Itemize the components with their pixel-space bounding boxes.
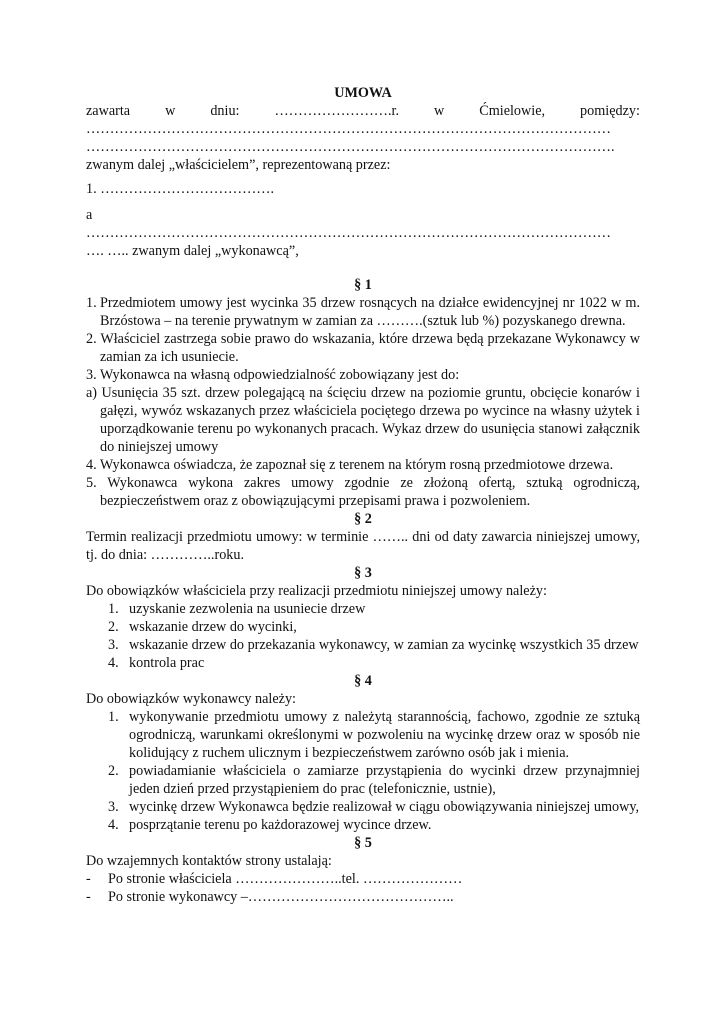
intro-word: w bbox=[165, 103, 176, 119]
list-number: 3. bbox=[108, 799, 119, 815]
s1-paragraph-5: 5. Wykonawca wykona zakres umowy zgodnie ze złożoną ofertą, sztuką ogrodniczą, bezpieczeństwem oraz z obowiązującymi przepisami prawa i pozwoleniem. bbox=[86, 475, 640, 509]
list-text: wskazanie drzew do wycinki, bbox=[129, 619, 297, 635]
list-number: 4. bbox=[108, 655, 119, 671]
list-number: 2. bbox=[108, 619, 119, 635]
intro-word: w bbox=[434, 103, 445, 119]
list-item bbox=[86, 636, 640, 654]
document-title: UMOWA bbox=[334, 85, 392, 101]
s1-paragraph-4: 4. Wykonawca oświadcza, że zapoznał się z terenem na którym rosną przedmiotowe drzewa. bbox=[86, 457, 614, 473]
dash-marker: - bbox=[86, 871, 91, 887]
list-number: 2. bbox=[108, 763, 119, 779]
s1-paragraph-3: 3. Wykonawca na własną odpowiedzialność zobowiązany jest do: bbox=[86, 367, 460, 383]
list-text: wskazanie drzew do przekazania wykonawcy, w zamian za wycinkę wszystkich 35 drzew bbox=[129, 637, 639, 653]
s3-list bbox=[86, 600, 640, 672]
intro-word: …………………….r. bbox=[274, 103, 400, 119]
list-text: kontrola prac bbox=[129, 655, 205, 671]
s1-paragraph-2: 2. Właściciel zastrzega sobie prawo do wskazania, które drzewa będą przekazane Wykonawcy w zamian za ich usuniecie. bbox=[86, 331, 640, 365]
s5-intro: Do wzajemnych kontaktów strony ustalają: bbox=[86, 853, 332, 869]
contact-text: Po stronie właściciela …………………..tel. ………………… bbox=[108, 871, 463, 887]
s1-paragraph-a: a) Usunięcia 35 szt. drzew polegającą na ścięciu drzew na poziomie gruntu, obcięcie konarów i gałęzi, wywóz wskazanych przez właściciela pociętego drzewa po wycince na własny użytek i uporządkowanie terenu po wykonanych pracach. Wykaz drzew do usunięcia stanowi załącznik do niniejszej umowy bbox=[86, 385, 640, 455]
list-text: wycinkę drzew Wykonawca będzie realizował w ciągu obowiązywania niniejszej umowy, bbox=[129, 799, 640, 815]
section-4-heading: § 4 bbox=[354, 673, 372, 689]
list-number: 4. bbox=[108, 817, 119, 833]
intro-word: zawarta bbox=[86, 103, 131, 119]
list-item bbox=[86, 762, 640, 798]
list-item bbox=[86, 798, 640, 816]
list-item bbox=[86, 816, 640, 834]
section-3-heading: § 3 bbox=[354, 565, 372, 581]
s3-intro: Do obowiązków właściciela przy realizacji przedmiotu niniejszej umowy należy: bbox=[86, 583, 547, 599]
dotted-line: ………………………………………………………………………………………………… bbox=[86, 121, 611, 137]
dash-marker: - bbox=[86, 889, 91, 905]
owner-line: zwanym dalej „właścicielem”, reprezentowaną przez: bbox=[86, 157, 391, 173]
dotted-line: ………………………………………………………………………………………………… bbox=[86, 225, 611, 241]
conjunction-a: a bbox=[86, 207, 93, 223]
section-5-heading: § 5 bbox=[354, 835, 372, 851]
list-number: 3. bbox=[108, 637, 119, 653]
s2-text: Termin realizacji przedmiotu umowy: w terminie …….. dni od daty zawarcia niniejszej umowy, tj. do dnia: …………..roku. bbox=[86, 529, 640, 563]
list-item bbox=[86, 600, 640, 618]
paragraph-number: 1. bbox=[86, 295, 97, 311]
paragraph-text: Przedmiotem umowy jest wycinka 35 drzew rosnących na działce ewidencyjnej nr 1022 w m. Brzóstowa – na terenie prywatnym w zamian za ……….(sztuk lub %) pozyskanego drewna. bbox=[100, 295, 640, 329]
section-2-heading: § 2 bbox=[354, 511, 372, 527]
list-text: posprzątanie terenu po każdorazowej wycince drzew. bbox=[129, 817, 432, 833]
s4-intro: Do obowiązków wykonawcy należy: bbox=[86, 691, 296, 707]
intro-word: Ćmielowie, bbox=[479, 103, 546, 119]
list-text: uzyskanie zezwolenia na usuniecie drzew bbox=[129, 601, 366, 617]
contact-item bbox=[86, 888, 640, 906]
intro-word: dniu: bbox=[210, 103, 240, 119]
contractor-line: …. ….. zwanym dalej „wykonawcą”, bbox=[86, 243, 299, 259]
representative-line: 1. ………………………………. bbox=[86, 181, 274, 197]
s4-list bbox=[86, 708, 640, 834]
contact-text: Po stronie wykonawcy –…………………………………….. bbox=[108, 889, 454, 905]
intro-word: pomiędzy: bbox=[580, 103, 640, 119]
list-item bbox=[86, 654, 640, 672]
section-1-heading: § 1 bbox=[354, 277, 372, 293]
s1-paragraph-1 bbox=[86, 294, 640, 330]
list-item bbox=[86, 618, 640, 636]
list-item bbox=[86, 708, 640, 762]
list-number: 1. bbox=[108, 709, 119, 725]
dotted-line: …………………………………………………………………………………………………. bbox=[86, 139, 615, 155]
list-text: powiadamianie właściciela o zamiarze przystąpienia do wycinki drzew przynajmniej jeden dzień przed przystąpieniem do prac (telefonicznie, ustnie), bbox=[129, 763, 640, 797]
list-text: wykonywanie przedmiotu umowy z należytą starannością, fachowo, zgodnie ze sztuką ogrodniczą, warunkami określonymi w pozwoleniu na wycinkę drzew oraz w sposób nie kolidujący z ruchem ulicznym i bezpieczeństwem zarówno osób jak i mienia. bbox=[129, 709, 640, 761]
contract-document bbox=[86, 84, 640, 906]
list-number: 1. bbox=[108, 601, 119, 617]
contact-item bbox=[86, 870, 640, 888]
intro-line bbox=[86, 102, 640, 120]
